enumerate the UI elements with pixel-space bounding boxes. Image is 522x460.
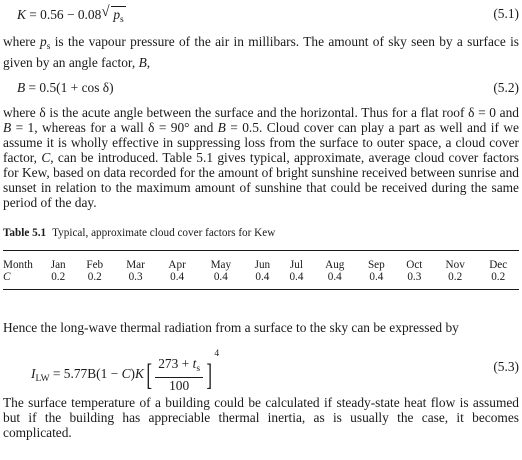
text-run: The surface temperature of a building could be calculated if steady-state heat flow is assumed but if the building has appreciable thermal inertia, as is usually the case, it becomes complicated. xyxy=(3,395,519,440)
cloud-cover-table xyxy=(3,250,519,290)
table-row-months xyxy=(3,251,519,272)
eq-var-i: I xyxy=(31,366,36,381)
text-run: , xyxy=(146,55,151,70)
eq-text: = 5.77B(1 − xyxy=(49,366,122,381)
table-caption xyxy=(3,226,519,241)
paragraph-2 xyxy=(3,105,519,210)
left-bracket: [ xyxy=(146,356,152,392)
equation-body xyxy=(17,80,114,95)
month-cell: Mar xyxy=(126,259,145,271)
eq-subscript: LW xyxy=(35,374,50,384)
value-cell: 0.2 xyxy=(491,271,506,283)
square-root: √ $p_s$ xyxy=(101,6,125,28)
equation-5-2 xyxy=(3,80,519,105)
row-header-c: C xyxy=(3,271,11,283)
value-cell: 0.4 xyxy=(289,271,304,283)
equation-5-1 xyxy=(3,6,519,34)
eq-var-k: K xyxy=(17,7,26,22)
eq-var-t: t xyxy=(192,355,197,371)
value-cell: 0.2 xyxy=(448,271,463,283)
text-run: , can be introduced. Table 5.1 gives typical, approximate, average cloud cover factors for Kew, based on data recorded for the amount of bright sunshine received between sunrise and sunset in relation to the maximum amount of sunshine that could be received during the same period of the day. xyxy=(3,150,519,210)
text-run: where δ is the acute angle between the surface and the horizontal. Thus for a flat roof δ = 0 and xyxy=(3,105,519,120)
value-cell: 0.4 xyxy=(170,271,185,283)
eq-var-p: p xyxy=(113,7,121,22)
text-run: = 0.5. Cloud cover can play a part as well and if we assume it is wholly effective in suppressing loss from the surface to outer space, a cloud cover factor, xyxy=(3,120,519,165)
eq-subscript: s xyxy=(196,363,201,374)
equation-5-3 xyxy=(3,337,519,393)
value-cell: 0.4 xyxy=(369,271,384,283)
value-cell: 0.4 xyxy=(255,271,270,283)
eq-text: = 0.5(1 + cos δ) xyxy=(25,80,114,95)
var-b: B xyxy=(138,55,147,70)
month-cell: Sep xyxy=(367,259,385,271)
subscript: s xyxy=(46,42,51,52)
var-b: B xyxy=(3,120,12,135)
paragraph-1 xyxy=(3,34,519,70)
month-cell: Nov xyxy=(445,259,465,271)
eq-text: ) xyxy=(130,366,135,381)
eq-var-b: B xyxy=(17,80,26,95)
month-cell: Feb xyxy=(86,259,104,271)
equation-number: (5.3) xyxy=(493,359,519,374)
var-c: C xyxy=(41,150,51,165)
month-cell: Dec xyxy=(489,259,508,271)
month-cell: May xyxy=(210,259,232,271)
fraction-denominator: 100 xyxy=(169,377,190,393)
text-run: = 1, whereas for a wall δ = 90° and xyxy=(11,120,218,135)
eq-var-k: K xyxy=(134,366,144,381)
var-b: B xyxy=(217,120,226,135)
equation-body xyxy=(17,6,126,28)
month-cell: Jan xyxy=(50,259,66,271)
value-cell: 0.4 xyxy=(327,271,342,283)
paragraph-3 xyxy=(3,320,519,335)
text-run: where xyxy=(3,34,41,49)
value-cell: 0.2 xyxy=(87,271,102,283)
text-run: is the vapour pressure of the air in millibars. The amount of sky seen by a surface is given by an angle factor, xyxy=(3,34,519,70)
eq-exponent: 4 xyxy=(214,349,220,359)
eq-text: 273 + xyxy=(158,355,193,371)
paragraph-4 xyxy=(3,395,519,440)
month-cell: Apr xyxy=(168,259,186,271)
month-cell: Jul xyxy=(289,259,303,271)
table-row-values xyxy=(3,271,519,290)
value-cell: 0.2 xyxy=(51,271,66,283)
equation-number: (5.2) xyxy=(493,80,519,95)
month-cell: Jun xyxy=(254,259,271,271)
eq-text: = 0.56 − 0.08 xyxy=(25,7,102,22)
eq-subscript: s xyxy=(120,15,124,25)
value-cell: 0.3 xyxy=(128,271,143,283)
month-cell: Aug xyxy=(325,259,345,271)
table-caption-text: Typical, approximate cloud cover factors for Kew xyxy=(52,227,276,239)
equation-body xyxy=(31,347,219,394)
document-page xyxy=(3,0,519,440)
right-bracket: ] xyxy=(206,356,213,392)
row-header-month: Month xyxy=(3,259,33,271)
fraction-numerator xyxy=(155,356,203,378)
text-run: Hence the long-wave thermal radiation from a surface to the sky can be expressed by xyxy=(3,320,459,335)
fraction xyxy=(155,356,203,394)
value-cell: 0.4 xyxy=(213,271,228,283)
month-cell: Oct xyxy=(406,259,423,271)
var-p: p xyxy=(40,34,47,49)
table-caption-label: Table 5.1 xyxy=(3,227,47,239)
eq-var-c: C xyxy=(121,366,131,381)
equation-number: (5.1) xyxy=(493,6,519,21)
value-cell: 0.3 xyxy=(407,271,422,283)
